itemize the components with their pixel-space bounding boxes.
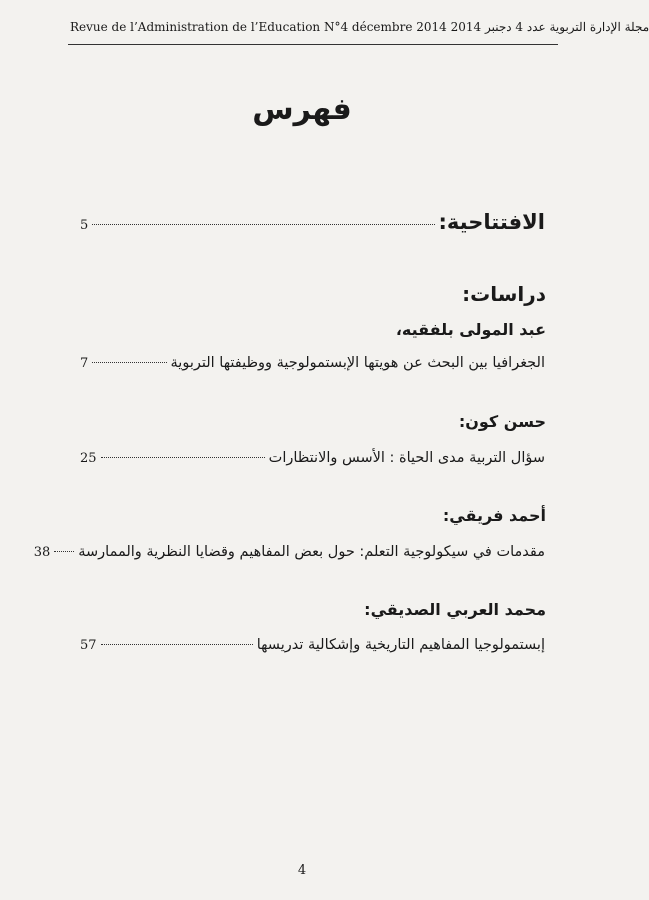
dot-leader: [101, 644, 253, 645]
article-author: أحمد فريقي:: [442, 506, 546, 525]
toc-entry-title: الافتتاحية:: [438, 210, 545, 234]
toc-entry-intro[interactable]: [80, 210, 545, 234]
toc-page-number: 57: [80, 638, 97, 653]
toc-entry-title: سؤال التربية مدى الحياة : الأسس والانتظارات: [268, 450, 545, 466]
toc-page-number: 25: [80, 451, 97, 466]
toc-page-number: 5: [80, 218, 89, 233]
toc-entry-title: الجغرافيا بين البحث عن هويتها الإبستمولوجية ووظيفتها التربوية: [170, 355, 545, 371]
dot-leader: [54, 551, 74, 552]
toc-entry-title: مقدمات في سيكولوجية التعلم: حول بعض المفاهيم وقضايا النظرية والممارسة: [78, 544, 545, 560]
dot-leader: [92, 224, 434, 225]
toc-entry[interactable]: [80, 355, 545, 371]
article-author: حسن كون:: [458, 412, 546, 431]
toc-entry-title: إبستمولوجيا المفاهيم التاريخية وإشكالية تدريسها: [256, 637, 545, 653]
dot-leader: [101, 457, 265, 458]
section-heading-studies: دراسات:: [462, 282, 546, 306]
toc-entry[interactable]: [80, 450, 545, 466]
running-header: Revue de l’Administration de l’Education N°4 décembre 2014 مجلة الإدارة التربوية عدد 4 دجنبر 2014: [70, 20, 649, 34]
toc-entry[interactable]: [33, 544, 545, 560]
article-author: عبد المولى بلفقيه،: [395, 320, 546, 339]
toc-page-number: 38: [33, 545, 51, 560]
toc-page-number: 7: [80, 356, 89, 371]
page-title: فهرس: [252, 92, 352, 127]
header-rule: [68, 44, 558, 45]
page-number: 4: [297, 863, 307, 878]
dot-leader: [92, 362, 166, 363]
article-author: محمد العربي الصديقي:: [364, 600, 546, 619]
toc-entry[interactable]: [80, 637, 545, 653]
